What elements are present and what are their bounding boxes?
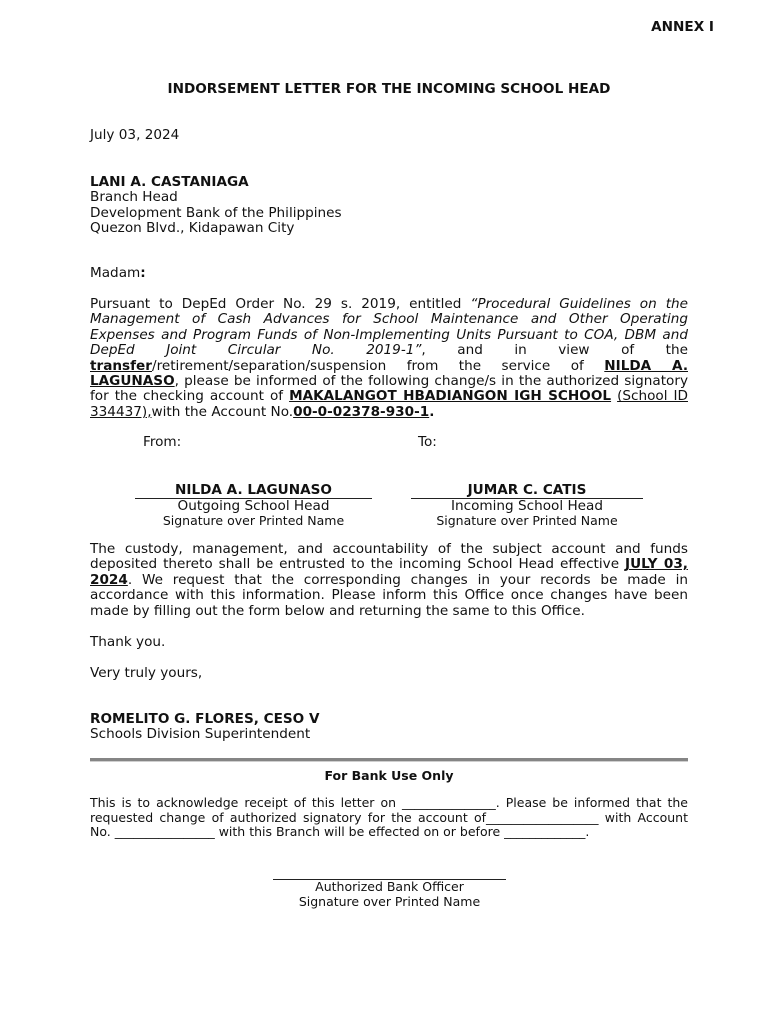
- paragraph-line: [90, 588, 688, 603]
- recipient-position: Branch Head: [90, 189, 178, 206]
- body-paragraph-2: [90, 542, 688, 619]
- text-run: with the Account No.: [151, 403, 294, 420]
- text-run: made by filling out the form below and returning the same to this Office.: [90, 602, 585, 619]
- bank-acknowledgement-paragraph: [90, 796, 688, 840]
- circular-title-run: “Procedural Guidelines on the: [470, 296, 688, 312]
- salutation-colon: :: [140, 265, 146, 281]
- paragraph-line: [90, 389, 688, 404]
- outgoing-head-name-run: NILDA A.: [604, 357, 688, 374]
- body-paragraph-1: [90, 297, 688, 420]
- school-id-run: 334437),: [90, 403, 152, 420]
- signer-block: [90, 712, 320, 743]
- incoming-head-role: Incoming School Head: [451, 498, 603, 514]
- outgoing-head-name-run: LAGUNASO: [90, 373, 175, 390]
- text-run: Pursuant to DepEd Order No. 29 s. 2019, entitled: [90, 296, 462, 312]
- text-run: /retirement/separation/suspension from the service of: [151, 357, 584, 374]
- bank-officer-signature-block: [273, 879, 506, 909]
- paragraph-line: [90, 297, 688, 312]
- effective-date-run: JULY 03,: [625, 556, 688, 573]
- paragraph-line: [90, 312, 688, 327]
- complimentary-close: Very truly yours,: [90, 665, 203, 681]
- thanks-line: Thank you.: [90, 634, 166, 650]
- to-label: To:: [418, 434, 437, 450]
- paragraph-line: [90, 359, 688, 374]
- bank-officer-label: Authorized Bank Officer: [315, 879, 464, 894]
- recipient-organization: Development Bank of the Philippines: [90, 204, 342, 221]
- text-run: accordance with this information. Please inform this Office once changes have been: [90, 587, 688, 604]
- paragraph-line: [90, 405, 688, 420]
- letter-date: July 03, 2024: [90, 127, 180, 143]
- incoming-head-name: JUMAR C. CATIS: [411, 482, 643, 499]
- circular-title-run: DepEd Joint Circular No. 2019-1”: [90, 342, 422, 359]
- circular-title-run: Expenses and Program Funds of Non-Implementing Units Pursuant to COA, DBM and: [90, 326, 688, 343]
- paragraph-line: requested change of authorized signatory for the account of__________________ with Account: [90, 809, 688, 825]
- effective-date-run: 2024: [90, 571, 128, 588]
- from-label: From:: [143, 434, 182, 450]
- text-run: for the checking account of: [90, 388, 284, 405]
- text-run: , please be informed of the following change/s in the authorized signatory: [174, 373, 688, 390]
- recipient-address: Quezon Blvd., Kidapawan City: [90, 220, 295, 237]
- text-run: The custody, management, and accountability of the subject account and funds: [90, 541, 688, 557]
- signature-caption: Signature over Printed Name: [162, 513, 345, 529]
- text-run: .: [429, 403, 435, 420]
- paragraph-line: [90, 604, 688, 619]
- annex-label: ANNEX I: [651, 19, 714, 35]
- school-id-run: (School ID: [617, 388, 688, 405]
- bank-section-title: For Bank Use Only: [324, 768, 454, 783]
- account-number: 00-0-02378-930-1: [293, 403, 430, 420]
- text-run: deposited thereto shall be entrusted to the incoming School Head effective: [90, 556, 620, 573]
- paragraph-line: [90, 328, 688, 343]
- signature-caption: Signature over Printed Name: [298, 893, 481, 909]
- outgoing-signature-block: [135, 482, 372, 529]
- paragraph-line: [90, 573, 688, 588]
- incoming-signature-block: [411, 482, 643, 529]
- paragraph-line: [90, 343, 688, 358]
- paragraph-line: No. ________________ with this Branch will be effected on or before _____________.: [90, 824, 590, 839]
- circular-title-run: Management of Cash Advances for School Maintenance and Other Operating: [90, 311, 688, 328]
- transfer-keyword: transfer: [90, 357, 152, 374]
- text-run: . We request that the corresponding changes in your records be made in: [127, 571, 688, 588]
- school-name-run: MAKALANGOT HBADIANGON IGH SCHOOL: [289, 388, 612, 405]
- salutation: [90, 266, 146, 281]
- paragraph-line: [90, 557, 688, 572]
- section-divider: [90, 758, 688, 761]
- signer-name: ROMELITO G. FLORES, CESO V: [90, 711, 320, 727]
- paragraph-line: [90, 374, 688, 389]
- document-title: INDORSEMENT LETTER FOR THE INCOMING SCHOOL HEAD: [167, 81, 611, 97]
- signature-caption: Signature over Printed Name: [436, 513, 618, 529]
- salutation-text: Madam: [90, 265, 141, 281]
- recipient-name: LANI A. CASTANIAGA: [90, 174, 249, 190]
- paragraph-line: This is to acknowledge receipt of this letter on _______________. Please be informed that the: [90, 795, 688, 810]
- outgoing-head-name: NILDA A. LAGUNASO: [135, 482, 372, 499]
- outgoing-head-role: Outgoing School Head: [177, 498, 330, 514]
- signer-title: Schools Division Superintendent: [90, 726, 311, 743]
- text-run: , and in view of the: [421, 342, 688, 359]
- recipient-block: [90, 175, 342, 237]
- paragraph-line: [90, 542, 688, 557]
